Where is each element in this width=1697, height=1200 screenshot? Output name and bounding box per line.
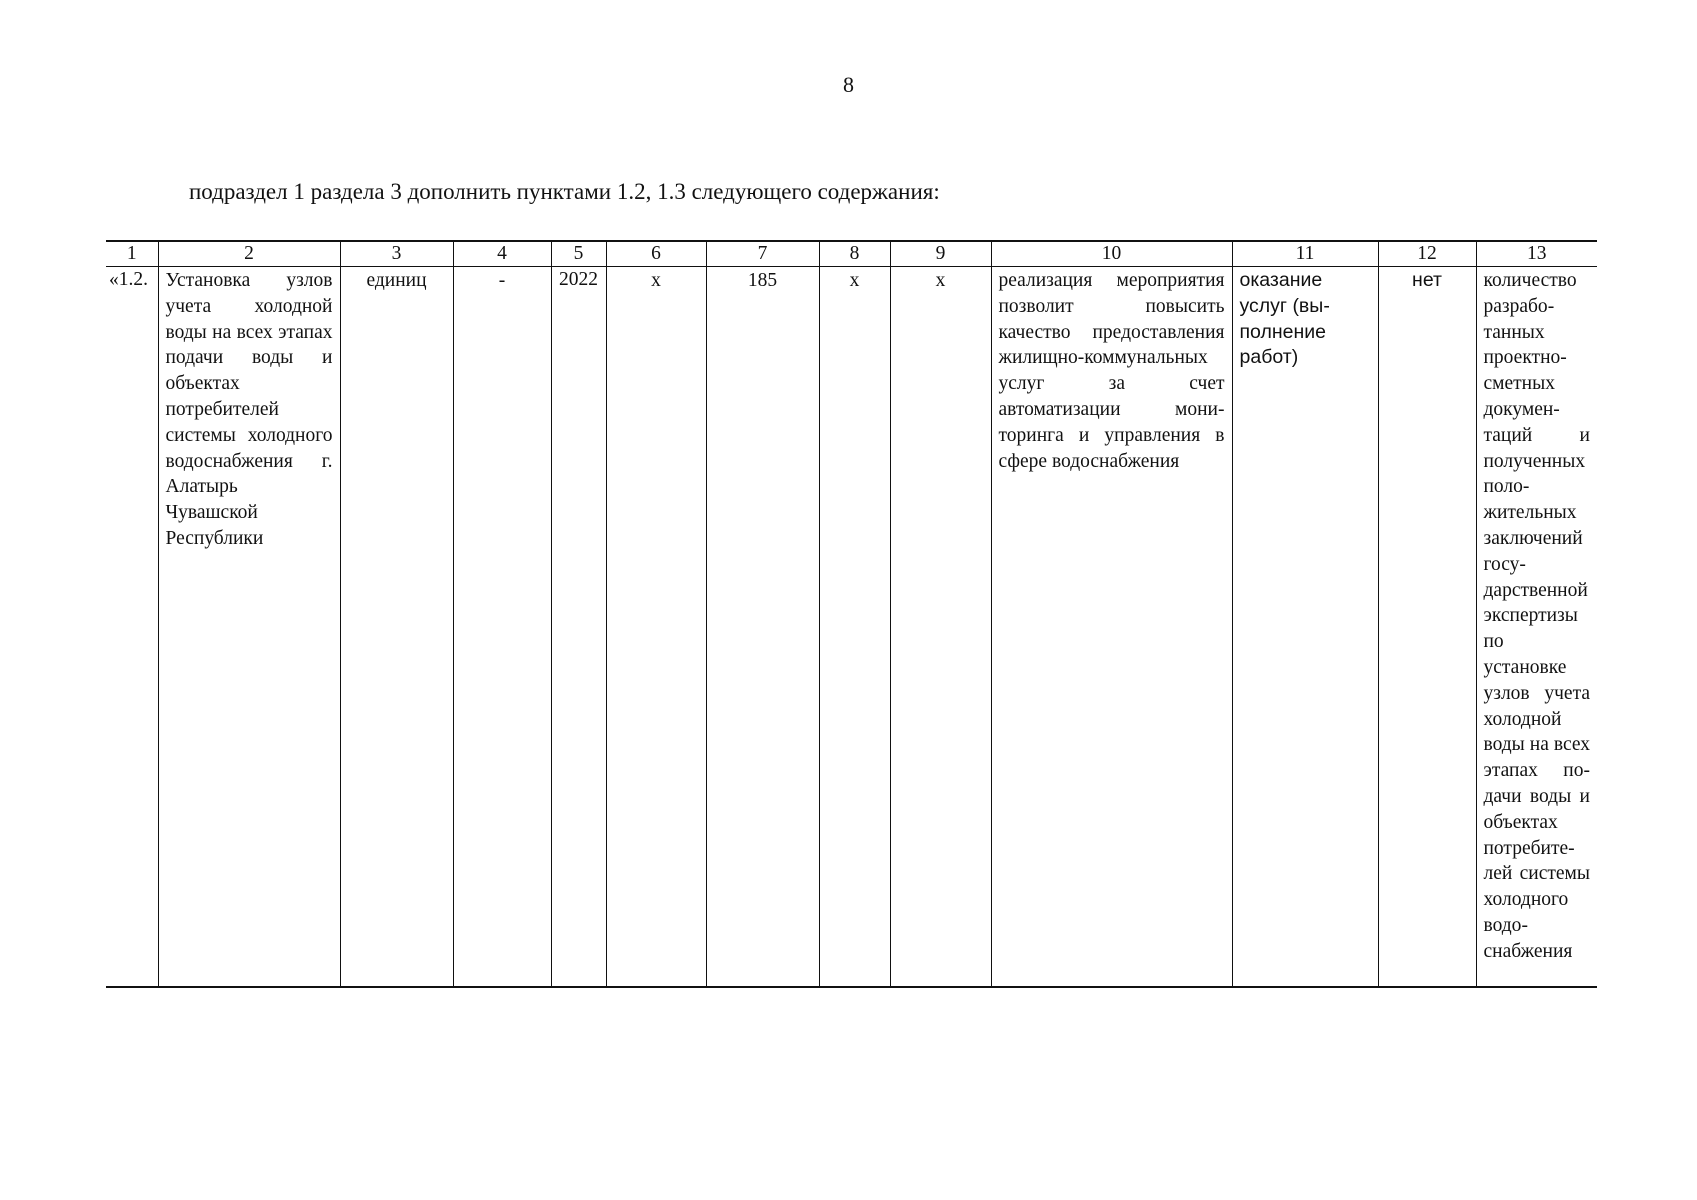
column-header: 11	[1232, 241, 1378, 267]
amount-cell: 185	[706, 267, 819, 988]
column-header: 3	[340, 241, 453, 267]
measure-name-cell: Установка узлов учета холодной воды на всех этапах подачи воды и объектах потребителей системы холодного водоснабжения г. Алатырь Чувашской Республики	[158, 267, 340, 988]
table-header-row	[106, 241, 1597, 267]
column-header: 6	[606, 241, 706, 267]
column-header: 9	[890, 241, 991, 267]
table-row	[106, 267, 1597, 988]
column-header: 10	[991, 241, 1232, 267]
table-cell: х	[890, 267, 991, 988]
table-cell: х	[819, 267, 890, 988]
item-number-cell: «1.2.	[106, 267, 158, 988]
unit-cell: единиц	[340, 267, 453, 988]
column-header: 7	[706, 241, 819, 267]
column-header: 1	[106, 241, 158, 267]
column-header: 13	[1476, 241, 1597, 267]
column-header: 4	[453, 241, 551, 267]
page-number: 8	[843, 72, 854, 97]
table-cell: х	[606, 267, 706, 988]
year-cell: 2022	[551, 267, 606, 988]
column-header: 8	[819, 241, 890, 267]
table-cell: нет	[1378, 267, 1476, 988]
column-header: 5	[551, 241, 606, 267]
data-table	[106, 240, 1597, 988]
column-header: 12	[1378, 241, 1476, 267]
table-cell: -	[453, 267, 551, 988]
intro-text: подраздел 1 раздела 3 дополнить пунктами 1.2, 1.3 следующего содержания:	[189, 179, 940, 204]
description-cell: реализация мероприятия позволит повысить качество предоставления жилищно-коммунальных услуг за счет автоматизации мониторинга и управления в сфере водоснабжения	[991, 267, 1232, 988]
column-header: 2	[158, 241, 340, 267]
indicator-cell: количество разработанных проектно-сметных документаций и полученных положительных заключений государственной экспертизы по установке узлов учета холодной воды на всех этапах подачи воды и объектах потребителей системы холодного водоснабжения	[1476, 267, 1597, 988]
service-type-cell: оказание услуг (выполнение работ)	[1232, 267, 1378, 988]
